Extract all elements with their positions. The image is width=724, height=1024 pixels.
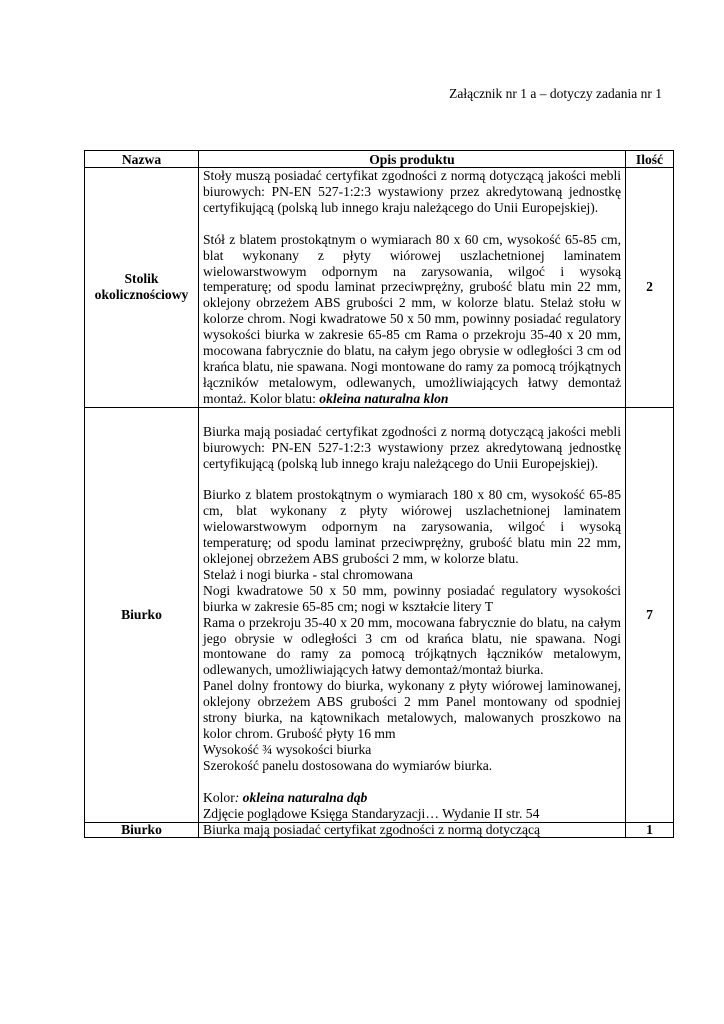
width-paragraph: Szerokość panelu dostosowana do wymiarów biurka. xyxy=(203,757,493,773)
header-description: Opis produktu xyxy=(199,151,626,168)
color-paragraph xyxy=(203,790,621,806)
product-name-line2: okolicznościowy xyxy=(94,287,189,303)
color-value: okleina naturalna dąb xyxy=(242,789,368,805)
table-header-row xyxy=(85,151,674,168)
product-description-cell xyxy=(199,822,626,837)
spec-paragraph: Biurko z blatem prostokątnym o wymiarach 180 x 80 cm, wysokość 65-85 cm, blat wykonany z płyty wiórowej uszlachetnionej laminatem wielowarstwowym odpornym na zarysowania, wilgoć i wysoką temperaturę; od spodu laminat przeciwprężny, grubość blatu min 22 mm, oklejonej obrzeżem ABS grubości 2 mm, w kolorze blatu. xyxy=(203,487,621,567)
attachment-header-note: Załącznik nr 1 a – dotyczy zadania nr 1 xyxy=(449,86,662,101)
frame-paragraph: Stelaż i nogi biurka - stal chromowana xyxy=(203,566,413,582)
product-description-cell xyxy=(199,407,626,822)
certificate-paragraph: Stoły muszą posiadać certyfikat zgodności z normą dotyczącą jakości mebli biurowych: PN-EN 527-1:2:3 wystawiony przez akredytowaną jednostkę certyfikującą (polską lub innego kraju należącego do Unii Europejskiej). xyxy=(203,168,621,215)
panel-paragraph: Panel dolny frontowy do biurka, wykonany z płyty wiórowej laminowanej, oklejony obrzeżem ABS grubości 2 mm Panel montowany od spodniej strony biurka, na kątownikach metalowych, malowanych proszkowo na kolor chrom. Grubość płyty 16 mm xyxy=(203,678,621,741)
color-label-colon: : xyxy=(234,789,243,805)
height-paragraph: Wysokość ¾ wysokości biurka xyxy=(203,741,372,757)
quantity-cell: 2 xyxy=(626,168,674,408)
certificate-paragraph: Biurka mają posiadać certyfikat zgodności z normą dotyczącą jakości mebli biurowych: PN-EN 527-1:2:3 wystawiony przez akredytowaną jednostkę certyfikującą (polską lub innego kraju należącego do Unii Europejskiej). xyxy=(203,423,621,471)
spec-paragraph xyxy=(203,232,621,407)
table-row xyxy=(85,822,674,837)
quantity-cell: 7 xyxy=(626,407,674,822)
product-spec-table xyxy=(84,150,674,838)
table-row xyxy=(85,168,674,408)
certificate-paragraph: Biurka mają posiadać certyfikat zgodności z normą dotyczącą xyxy=(203,821,541,837)
product-description-cell xyxy=(199,168,626,408)
product-name-cell: Biurko xyxy=(85,822,199,837)
quantity-cell: 1 xyxy=(626,822,674,837)
header-quantity: Ilość xyxy=(626,151,674,168)
product-name-line1: Stolik xyxy=(124,271,159,287)
legs-paragraph: Nogi kwadratowe 50 x 50 mm, powinny posiadać regulatory wysokości biurka w zakresie 65-85 cm; nogi w kształcie litery T xyxy=(203,582,621,614)
color-label: Kolor xyxy=(203,789,235,805)
photo-reference: Zdjęcie poglądowe Księga Standaryzacji… Wydanie II str. 54 xyxy=(203,805,540,821)
product-name-cell: Biurko xyxy=(85,407,199,822)
product-name-cell xyxy=(85,168,199,408)
rama-paragraph: Rama o przekroju 35-40 x 20 mm, mocowana fabrycznie do blatu, na całym jego obrysie w odległości 3 cm od krańca blatu, nie spawana. Nogi montowane do ramy za pomocą trójkątnych łączników metalowym, odlewanych, umożliwiających łatwy demontaż/montaż biurka. xyxy=(203,614,621,678)
spec-text: Stół z blatem prostokątnym o wymiarach 80 x 60 cm, wysokość 65-85 cm, blat wykonany z płyty wiórowej uszlachetnionej laminatem wielowarstwowym odpornym na zarysowania, wilgoć i wysoką temperaturę; od spodu laminat przeciwprężny, grubość blatu min 22 mm, oklejony obrzeżem ABS grubości 2 mm, w kolorze blatu. Stelaż stołu w kolorze chrom. Nogi kwadratowe 50 x 50 mm, powinny posiadać regulatory wysokości biurka w zakresie 65-85 cm Rama o przekroju 35-40 x 20 mm, mocowana fabrycznie do blatu, na całym jego obrysie w odległości 3 cm od krańca blatu, nie spawana. Nogi montowane do ramy za pomocą trójkątnych łączników metalowym, odlewanych, umożliwiających łatwy demontaż montaż. Kolor blatu: xyxy=(203,231,621,406)
table-row xyxy=(85,407,674,822)
header-name: Nazwa xyxy=(85,151,199,168)
color-value: okleina naturalna klon xyxy=(319,390,449,406)
